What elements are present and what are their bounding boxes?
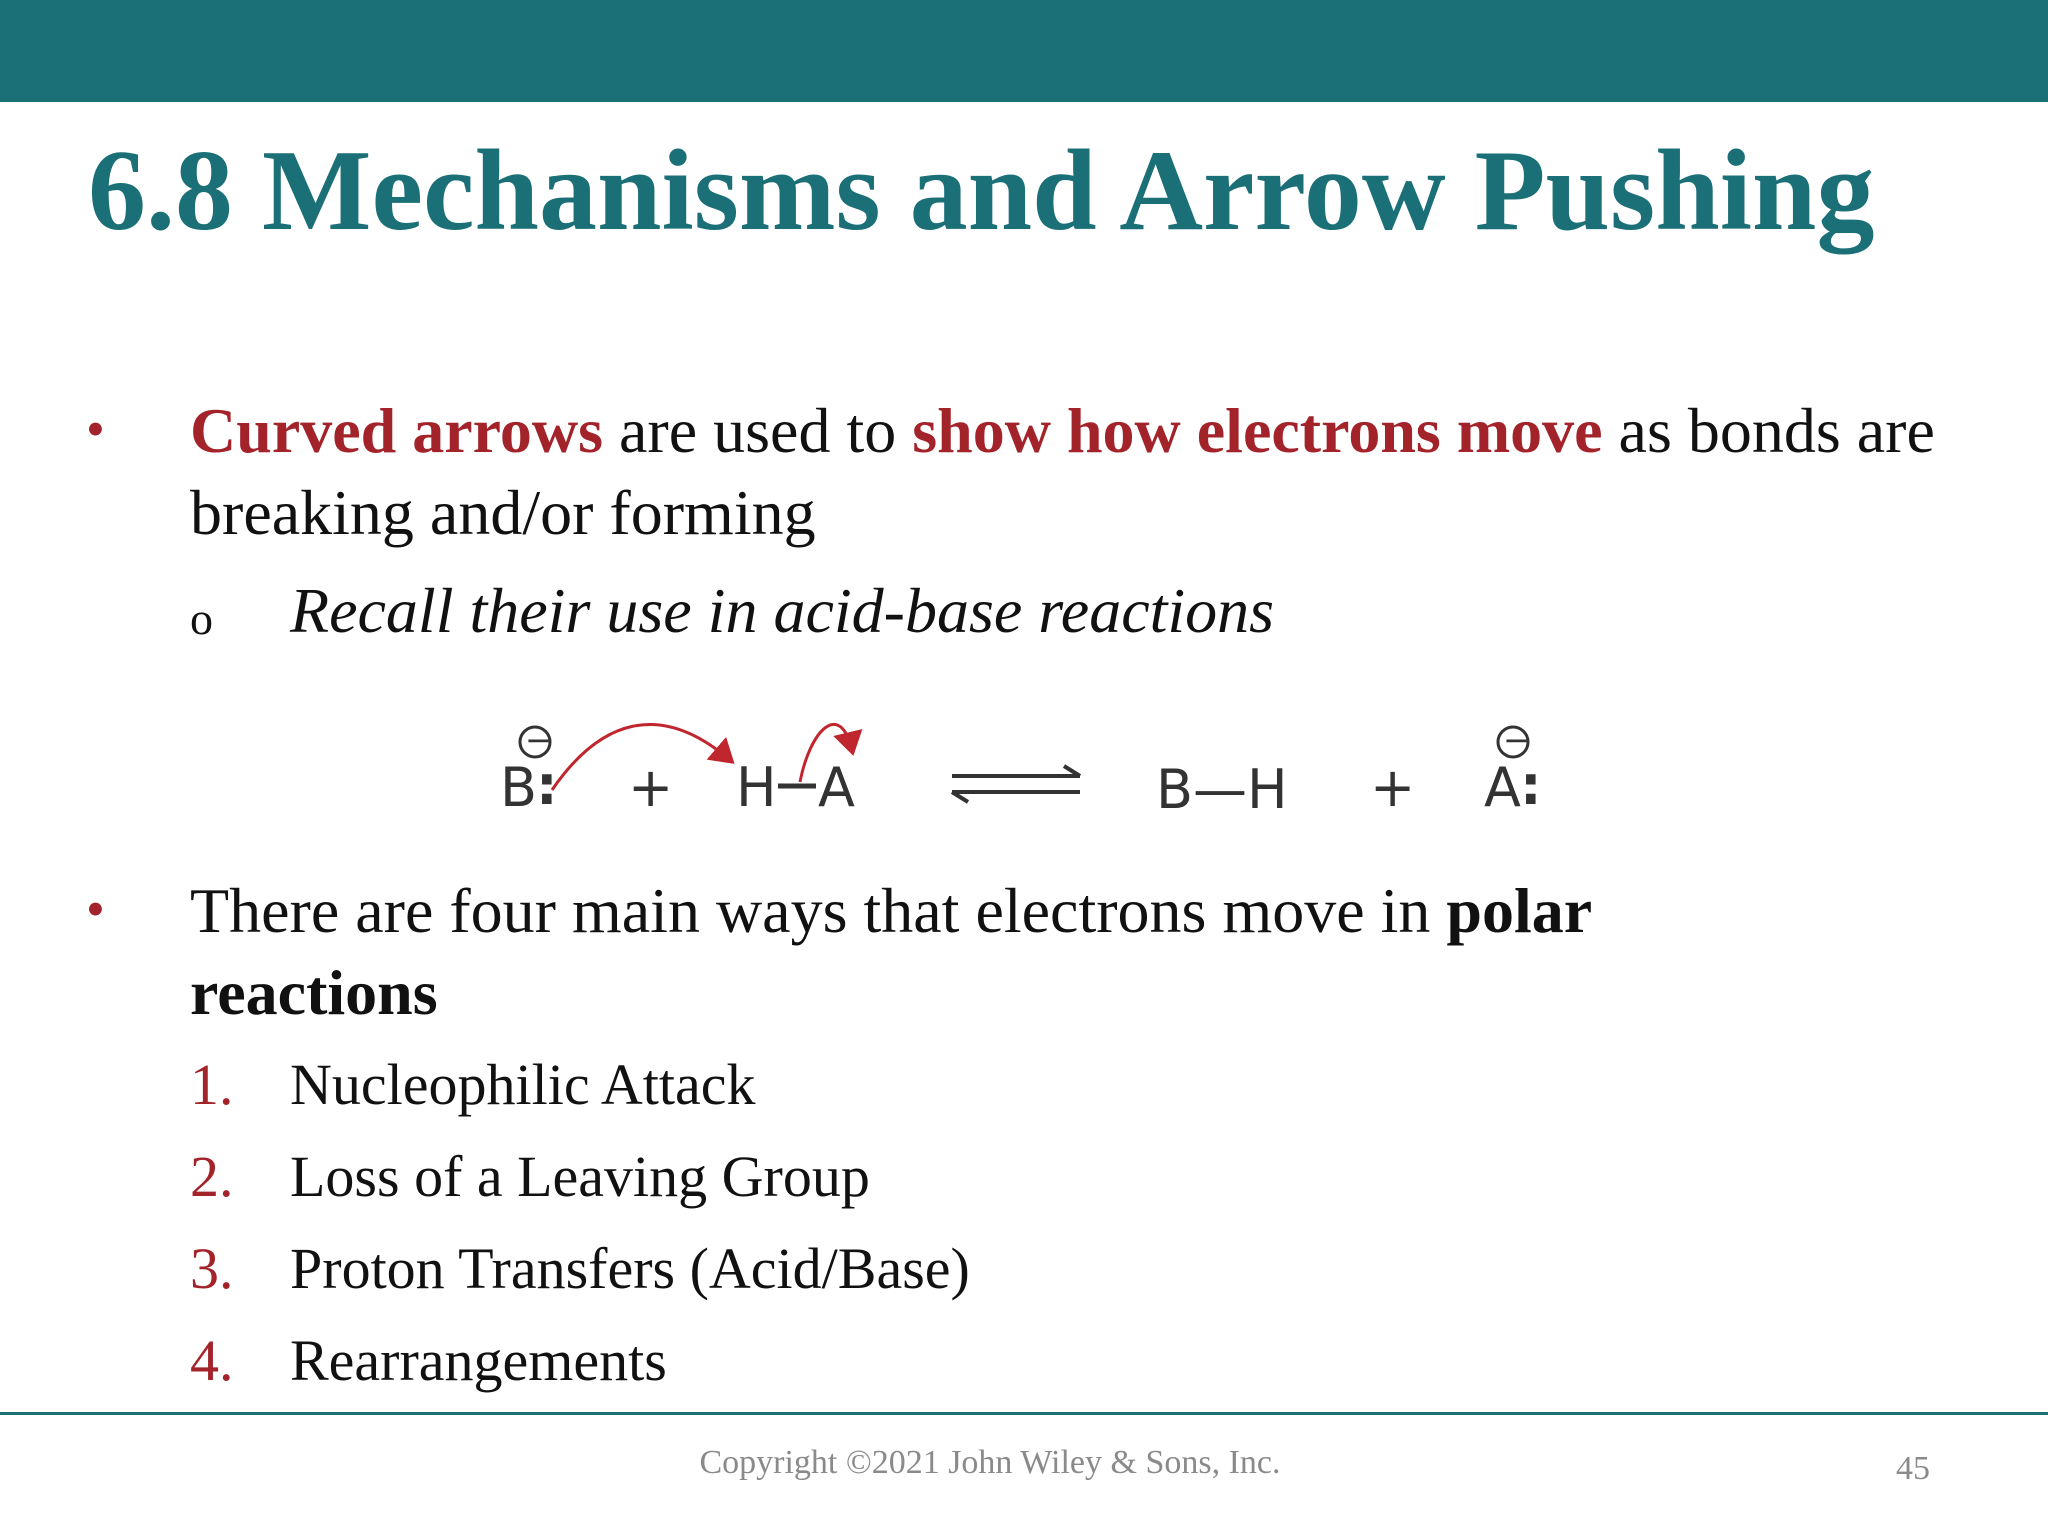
emphasis-polar-reactions: polar reactions (190, 875, 1592, 1028)
copyright-notice: Copyright ©2021 John Wiley & Sons, Inc. (699, 1444, 1281, 1481)
page-number: 45 (1896, 1450, 1930, 1487)
text-segment: There are four main ways that electrons move in (190, 875, 1447, 946)
list-text: Proton Transfers (Acid/Base) (290, 1236, 970, 1301)
list-number: 1. (190, 1052, 234, 1117)
sub-bullet-marker: o (190, 593, 213, 644)
lone-pair: : (536, 754, 558, 817)
base-atom: B (500, 756, 538, 819)
sub-bullet-recall: Recall their use in acid-base reactions (290, 575, 1275, 646)
list-text: Nucleophilic Attack (290, 1052, 756, 1117)
list-item (190, 1142, 870, 1212)
emphasis-curved-arrows: Curved arrows (190, 395, 603, 466)
header-bar (0, 0, 2048, 102)
list-number: 3. (190, 1236, 234, 1301)
acid-hydrogen: H (736, 756, 777, 819)
bullet-four-ways (190, 870, 1750, 1034)
list-number: 4. (190, 1328, 234, 1393)
list-item (190, 1234, 970, 1304)
list-item (190, 1050, 755, 1120)
bullet-curved-arrows (190, 390, 1990, 554)
list-text: Loss of a Leaving Group (290, 1144, 870, 1209)
slide-title: 6.8 Mechanisms and Arrow Pushing (88, 127, 1875, 255)
list-number: 2. (190, 1144, 234, 1209)
emphasis-show-how: show how electrons move (912, 395, 1603, 466)
text-segment: as bonds are breaking and/or forming (190, 395, 1935, 548)
product-bh: B—H (1156, 758, 1288, 821)
list-text: Rearrangements (290, 1328, 667, 1393)
bullet-marker: • (86, 879, 105, 939)
lone-pair-2: : (1520, 754, 1542, 817)
plus-sign: + (628, 756, 674, 819)
acid-base-reaction-scheme (480, 700, 1600, 840)
list-item (190, 1326, 667, 1396)
bullet-marker: • (86, 399, 105, 459)
text-segment: are used to (603, 395, 913, 466)
charge-symbol-2: − (1503, 721, 1530, 759)
conjugate-base-atom: A (1484, 756, 1521, 819)
charge-symbol: − (525, 721, 552, 759)
acid-atom: A (818, 756, 855, 819)
footer-divider (0, 1412, 2048, 1415)
plus-sign-2: + (1370, 756, 1416, 819)
